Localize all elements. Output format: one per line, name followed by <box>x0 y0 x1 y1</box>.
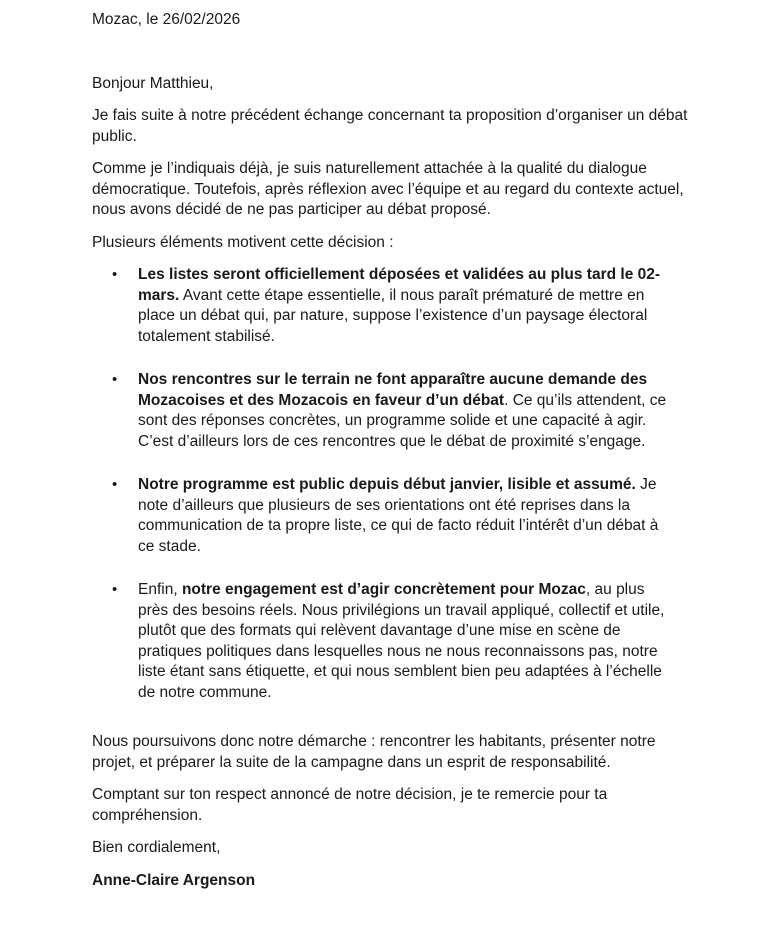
point-text: . Ce qu’ils attendent, ce sont des réponses concrètes, un programme solide et une capacité à agir. C’est d’ailleurs lors de ces rencontres que le débat de proximité s’engage. <box>138 391 667 450</box>
closing-salutation: Bien cordialement, <box>92 839 221 856</box>
bullet-icon: • <box>112 266 118 283</box>
point-text: Je note d’ailleurs que plusieurs de ses orientations ont été reprises dans la communication de ta propre liste, ce qui de facto réduit l’intérêt d’un débat à ce stade. <box>138 476 659 555</box>
point-bold: Les listes seront officiellement déposées et validées au plus tard le 02-mars. <box>138 266 661 304</box>
reasons-list <box>92 265 692 703</box>
list-item <box>92 265 668 347</box>
next-steps-paragraph: Nous poursuivons donc notre démarche : rencontrer les habitants, présenter notre projet, et préparer la suite de la campagne dans un esprit de responsabilité. <box>92 733 656 771</box>
bullet-icon: • <box>112 476 118 493</box>
greeting: Bonjour Matthieu, <box>92 74 214 92</box>
intro-paragraph: Je fais suite à notre précédent échange concernant ta proposition d’organiser un débat public. <box>92 107 688 145</box>
place-date: Mozac, le 26/02/2026 <box>92 11 241 28</box>
list-item <box>92 370 668 452</box>
signature: Anne-Claire Argenson <box>92 871 256 889</box>
letter-page <box>92 10 692 891</box>
point-text: , au plus près des besoins réels. Nous privilégions un travail appliqué, collectif et utile, plutôt que des formats qui relèvent davantage d’une mise en scène de pratiques politiques dans lesquelles nous ne nous reconnaissons pas, notre liste étant sans étiquette, et qui nous semblent bien peu adaptées à l’échelle de notre commune. <box>138 581 665 701</box>
list-intro: Plusieurs éléments motivent cette décision : <box>92 233 394 251</box>
thanks-paragraph: Comptant sur ton respect annoncé de notre décision, je te remercie pour ta compréhension. <box>92 786 608 824</box>
point-bold: Notre programme est public depuis début janvier, lisible et assumé. <box>138 476 636 493</box>
point-bold: Nos rencontres sur le terrain ne font apparaître aucune demande des Mozacoises et des Mozacois en faveur d’un débat <box>138 371 648 409</box>
point-text: Avant cette étape essentielle, il nous paraît prématuré de mettre en place un débat qui, par nature, suppose l’existence d’un paysage électoral totalement stabilisé. <box>138 286 648 345</box>
list-item <box>92 475 668 557</box>
point-bold: notre engagement est d’agir concrètement pour Mozac <box>181 581 586 598</box>
list-item <box>92 580 668 703</box>
context-paragraph: Comme je l’indiquais déjà, je suis naturellement attachée à la qualité du dialogue démocratique. Toutefois, après réflexion avec l’équipe et au regard du contexte actuel, nous avons décidé de ne pas participer au débat proposé. <box>92 160 684 218</box>
bullet-icon: • <box>112 371 118 388</box>
point-lead: Enfin, <box>138 581 182 598</box>
bullet-icon: • <box>112 581 118 598</box>
